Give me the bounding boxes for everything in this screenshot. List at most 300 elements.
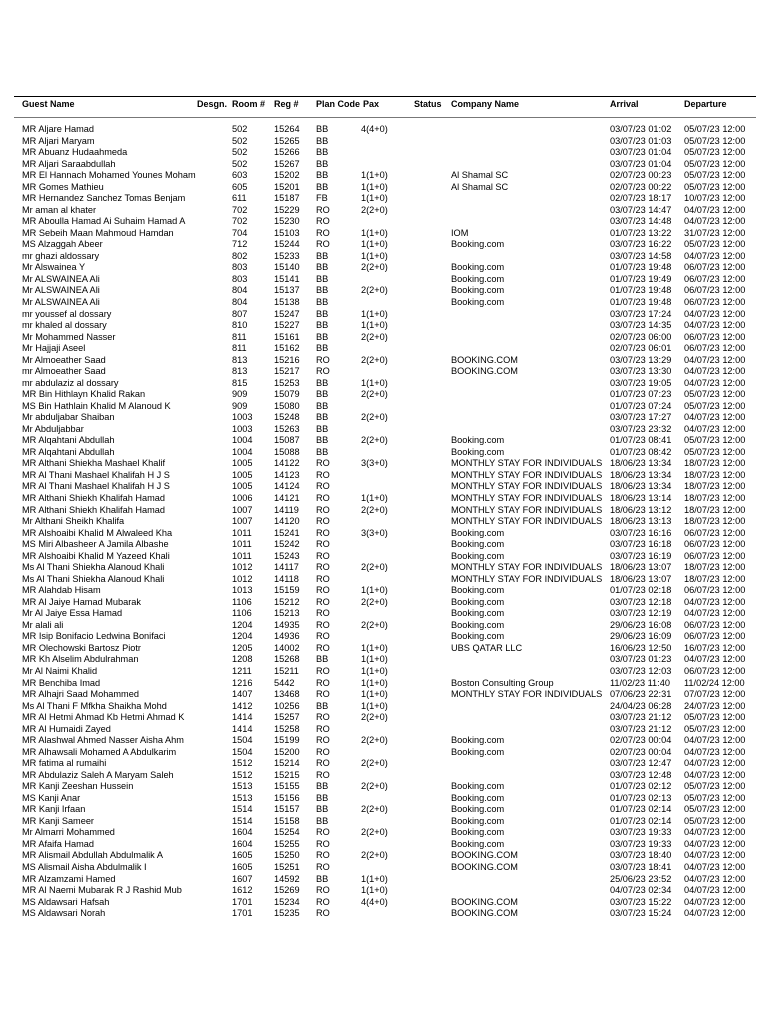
guest-name-cell: MR Aljare Hamad <box>22 124 94 134</box>
arrival-cell: 03/07/23 17:27 <box>610 412 672 423</box>
departure-cell: 04/07/23 12:00 <box>684 412 746 423</box>
room-cell: 810 <box>232 320 248 331</box>
reg-cell: 15201 <box>274 181 300 192</box>
room-cell: 502 <box>232 135 248 146</box>
table-row <box>14 228 756 240</box>
plan-code-cell: BB <box>316 158 329 169</box>
room-cell: 909 <box>232 400 248 411</box>
room-cell: 1004 <box>232 435 253 446</box>
company-cell: Al Shamal SC <box>451 181 509 192</box>
table-row <box>14 620 756 632</box>
plan-code-cell: BB <box>316 815 329 826</box>
company-cell: Boston Consulting Group <box>451 677 554 688</box>
arrival-cell: 01/07/23 19:48 <box>610 296 672 307</box>
plan-code-cell: BB <box>316 412 329 423</box>
pax-cell: 1(1+0) <box>361 677 388 688</box>
reg-cell: 15088 <box>274 446 300 457</box>
company-cell: Booking.com <box>451 262 505 273</box>
guest-name-cell: Mr Almarri Mohammed <box>22 827 115 838</box>
plan-code-cell: BB <box>316 873 329 884</box>
table-row <box>14 908 756 920</box>
arrival-cell: 03/07/23 19:05 <box>610 377 672 388</box>
table-row <box>14 262 756 274</box>
guest-name-cell: Mr alali ali <box>22 619 64 630</box>
plan-code-cell: RO <box>316 838 330 849</box>
pax-cell: 2(2+0) <box>361 262 388 273</box>
departure-cell: 04/07/23 12:00 <box>684 308 746 319</box>
table-row <box>14 827 756 839</box>
company-cell: UBS QATAR LLC <box>451 642 523 653</box>
reg-cell: 15244 <box>274 239 300 250</box>
table-row <box>14 804 756 816</box>
plan-code-cell: BB <box>316 331 329 342</box>
departure-cell: 05/07/23 12:00 <box>684 804 746 815</box>
guest-name-cell: MR Al Thani Mashael Khalifah H J S <box>22 469 170 480</box>
reg-cell: 15258 <box>274 723 300 734</box>
room-cell: 1007 <box>232 504 253 515</box>
pax-cell: 2(2+0) <box>361 781 388 792</box>
pax-cell: 1(1+0) <box>361 193 388 204</box>
reg-cell: 15230 <box>274 216 300 227</box>
departure-cell: 04/07/23 12:00 <box>684 354 746 365</box>
header-top-rule <box>14 96 756 97</box>
guest-name-cell: MR Kanji Sameer <box>22 815 94 826</box>
departure-cell: 05/07/23 12:00 <box>684 124 746 134</box>
departure-cell: 18/07/23 12:00 <box>684 481 746 492</box>
pax-cell: 1(1+0) <box>361 239 388 250</box>
company-cell: Al Shamal SC <box>451 170 509 181</box>
pax-cell: 1(1+0) <box>361 320 388 331</box>
guest-name-cell: MR Benchiba Imad <box>22 677 101 688</box>
arrival-cell: 02/07/23 00:04 <box>610 746 672 757</box>
guest-name-cell: MR Althani Shiekh Khalifah Hamad <box>22 504 165 515</box>
pax-cell: 1(1+0) <box>361 170 388 181</box>
room-cell: 704 <box>232 227 248 238</box>
room-cell: 1011 <box>232 527 252 538</box>
table-row <box>14 435 756 447</box>
plan-code-cell: BB <box>316 135 329 146</box>
departure-cell: 04/07/23 12:00 <box>684 896 746 907</box>
departure-cell: 05/07/23 12:00 <box>684 446 746 457</box>
room-cell: 1204 <box>232 619 253 630</box>
pax-cell: 2(2+0) <box>361 354 388 365</box>
reg-cell: 15265 <box>274 135 300 146</box>
departure-cell: 04/07/23 12:00 <box>684 885 746 896</box>
guest-name-cell: MR Hernandez Sanchez Tomas Benjam <box>22 193 186 204</box>
reg-cell: 14120 <box>274 516 300 527</box>
plan-code-cell: RO <box>316 735 330 746</box>
arrival-cell: 03/07/23 15:24 <box>610 908 672 919</box>
arrival-cell: 04/07/23 02:34 <box>610 885 672 896</box>
pax-cell: 1(1+0) <box>361 181 388 192</box>
plan-code-cell: BB <box>316 147 329 158</box>
plan-code-cell: RO <box>316 827 330 838</box>
guest-name-cell: MR Sebeih Maan Mahmoud Hamdan <box>22 227 174 238</box>
reg-cell: 15255 <box>274 838 300 849</box>
reg-cell: 15254 <box>274 827 300 838</box>
company-cell: MONTHLY STAY FOR INDIVIDUALS <box>451 689 603 700</box>
table-row <box>14 205 756 217</box>
pax-cell: 2(2+0) <box>361 204 388 215</box>
pax-cell: 1(1+0) <box>361 585 388 596</box>
guest-name-cell: MR Aljari Maryam <box>22 135 95 146</box>
plan-code-cell: RO <box>316 573 330 584</box>
guest-name-cell: MR Alahdab Hisam <box>22 585 101 596</box>
guest-name-cell: MS Alzaggah Abeer <box>22 239 103 250</box>
room-cell: 802 <box>232 250 248 261</box>
table-row <box>14 412 756 424</box>
plan-code-cell: RO <box>316 908 330 919</box>
guest-name-cell: MR Althani Shiekh Khalifah Hamad <box>22 493 165 503</box>
plan-code-cell: BB <box>316 343 329 354</box>
plan-code-cell: BB <box>316 250 329 261</box>
table-row <box>14 574 756 586</box>
guest-name-cell: Ms Al Thani Shiekha Alanoud Khali <box>22 562 165 573</box>
company-cell: MONTHLY STAY FOR INDIVIDUALS <box>451 493 603 503</box>
reg-cell: 15212 <box>274 596 300 607</box>
pax-cell: 2(2+0) <box>361 804 388 815</box>
arrival-cell: 03/07/23 12:48 <box>610 769 672 780</box>
arrival-cell: 02/07/23 00:23 <box>610 170 672 181</box>
pax-cell: 1(1+0) <box>361 250 388 261</box>
table-row <box>14 747 756 759</box>
report-header <box>14 96 756 118</box>
reg-cell: 15250 <box>274 850 300 861</box>
company-cell: IOM <box>451 227 469 238</box>
arrival-cell: 29/06/23 16:09 <box>610 631 672 642</box>
arrival-cell: 01/07/23 07:24 <box>610 400 672 411</box>
plan-code-cell: FB <box>316 193 328 204</box>
guest-name-cell: MS Kanji Anar <box>22 792 81 803</box>
room-cell: 1412 <box>232 700 253 711</box>
plan-code-cell: RO <box>316 642 330 653</box>
room-cell: 605 <box>232 181 248 192</box>
arrival-cell: 18/06/23 13:34 <box>610 481 672 492</box>
reg-cell: 5442 <box>274 677 295 688</box>
table-row <box>14 320 756 332</box>
departure-cell: 05/07/23 12:00 <box>684 181 746 192</box>
departure-cell: 18/07/23 12:00 <box>684 458 746 469</box>
table-row <box>14 332 756 344</box>
company-cell: Booking.com <box>451 446 505 457</box>
company-cell: Booking.com <box>451 631 505 642</box>
departure-cell: 05/07/23 12:00 <box>684 712 746 723</box>
departure-cell: 06/07/23 12:00 <box>684 619 746 630</box>
arrival-cell: 01/07/23 19:48 <box>610 262 672 273</box>
guest-name-cell: MS Aldawsari Norah <box>22 908 106 919</box>
room-cell: 611 <box>232 193 247 204</box>
table-row <box>14 378 756 390</box>
guest-name-cell: Mr Alswainea Y <box>22 262 86 273</box>
plan-code-cell: RO <box>316 689 330 700</box>
company-cell: Booking.com <box>451 585 505 596</box>
plan-code-cell: RO <box>316 204 330 215</box>
guest-name-cell: MR Al Humaidi Zayed <box>22 723 111 734</box>
arrival-cell: 02/07/23 00:04 <box>610 735 672 746</box>
company-cell: Booking.com <box>451 804 505 815</box>
reg-cell: 15229 <box>274 204 300 215</box>
room-cell: 1012 <box>232 573 253 584</box>
guest-name-cell: MR Afaifa Hamad <box>22 838 94 849</box>
departure-cell: 06/07/23 12:00 <box>684 585 746 596</box>
departure-cell: 05/07/23 12:00 <box>684 135 746 146</box>
pax-cell: 2(2+0) <box>361 735 388 746</box>
departure-cell: 05/07/23 12:00 <box>684 400 746 411</box>
departure-cell: 04/07/23 12:00 <box>684 423 746 434</box>
plan-code-cell: BB <box>316 377 329 388</box>
guest-name-cell: MR Al Jaiye Hamad Mubarak <box>22 596 141 607</box>
guest-name-cell: MR fatima al rumaihi <box>22 758 107 769</box>
pax-cell: 2(2+0) <box>361 596 388 607</box>
table-row <box>14 562 756 574</box>
departure-cell: 05/07/23 12:00 <box>684 792 746 803</box>
company-cell: Booking.com <box>451 838 505 849</box>
departure-cell: 05/07/23 12:00 <box>684 389 746 400</box>
departure-cell: 18/07/23 12:00 <box>684 504 746 515</box>
table-row <box>14 678 756 690</box>
reg-cell: 15080 <box>274 400 300 411</box>
pax-cell: 2(2+0) <box>361 412 388 423</box>
arrival-cell: 03/07/23 14:48 <box>610 216 672 227</box>
plan-code-cell: RO <box>316 712 330 723</box>
guest-name-cell: MS Bin Hathlain Khalid M Alanoud K <box>22 400 171 411</box>
reg-cell: 15158 <box>274 815 300 826</box>
table-row <box>14 643 756 655</box>
company-cell: MONTHLY STAY FOR INDIVIDUALS <box>451 562 603 573</box>
company-cell: Booking.com <box>451 781 505 792</box>
arrival-cell: 02/07/23 06:00 <box>610 331 672 342</box>
room-cell: 1004 <box>232 446 253 457</box>
departure-cell: 18/07/23 12:00 <box>684 516 746 527</box>
room-cell: 1208 <box>232 654 253 665</box>
guest-name-cell: Mr ALSWAINEA Ali <box>22 285 100 296</box>
arrival-cell: 03/07/23 12:03 <box>610 665 672 676</box>
col-reg: Reg # <box>274 99 299 109</box>
table-row <box>14 597 756 609</box>
departure-cell: 05/07/23 12:00 <box>684 815 746 826</box>
room-cell: 1604 <box>232 827 253 838</box>
room-cell: 1512 <box>232 769 253 780</box>
guest-name-cell: MR Isip Bonifacio Ledwina Bonifaci <box>22 631 166 642</box>
arrival-cell: 03/07/23 18:41 <box>610 862 672 872</box>
company-cell: MONTHLY STAY FOR INDIVIDUALS <box>451 481 603 492</box>
room-cell: 1007 <box>232 516 253 527</box>
company-cell: Booking.com <box>451 792 505 803</box>
room-cell: 1106 <box>232 596 252 607</box>
pax-cell: 2(2+0) <box>361 504 388 515</box>
arrival-cell: 16/06/23 12:50 <box>610 642 672 653</box>
table-row <box>14 897 756 909</box>
departure-cell: 06/07/23 12:00 <box>684 539 746 550</box>
room-cell: 1407 <box>232 689 253 700</box>
company-cell: Booking.com <box>451 550 505 561</box>
reg-cell: 14124 <box>274 481 300 492</box>
arrival-cell: 02/07/23 00:22 <box>610 181 672 192</box>
guest-name-cell: Mr Al Jaiye Essa Hamad <box>22 608 123 619</box>
company-cell: MONTHLY STAY FOR INDIVIDUALS <box>451 516 603 527</box>
guest-name-cell: mr Almoeather Saad <box>22 366 106 377</box>
departure-cell: 05/07/23 12:00 <box>684 158 746 169</box>
table-row <box>14 770 756 782</box>
table-row <box>14 251 756 263</box>
pax-cell: 1(1+0) <box>361 665 388 676</box>
table-row <box>14 424 756 436</box>
departure-cell: 05/07/23 12:00 <box>684 147 746 158</box>
arrival-cell: 03/07/23 16:16 <box>610 527 672 538</box>
arrival-cell: 03/07/23 16:18 <box>610 539 672 550</box>
reg-cell: 15242 <box>274 539 300 550</box>
guest-table-body <box>14 124 756 920</box>
room-cell: 815 <box>232 377 248 388</box>
table-row <box>14 874 756 886</box>
room-cell: 811 <box>232 343 247 354</box>
plan-code-cell: RO <box>316 596 330 607</box>
reg-cell: 15079 <box>274 389 300 400</box>
plan-code-cell: RO <box>316 527 330 538</box>
reg-cell: 15138 <box>274 296 300 307</box>
arrival-cell: 03/07/23 23:32 <box>610 423 672 434</box>
room-cell: 1513 <box>232 792 253 803</box>
table-row <box>14 666 756 678</box>
reg-cell: 15266 <box>274 147 300 158</box>
arrival-cell: 03/07/23 13:30 <box>610 366 672 377</box>
reg-cell: 15216 <box>274 354 300 365</box>
plan-code-cell: BB <box>316 781 329 792</box>
company-cell: Booking.com <box>451 815 505 826</box>
guest-name-cell: MR Alqahtani Abdullah <box>22 435 115 446</box>
departure-cell: 06/07/23 12:00 <box>684 273 746 284</box>
company-cell: Booking.com <box>451 596 505 607</box>
arrival-cell: 24/04/23 06:28 <box>610 700 672 711</box>
arrival-cell: 01/07/23 08:42 <box>610 446 672 457</box>
reg-cell: 15156 <box>274 792 300 803</box>
plan-code-cell: BB <box>316 423 329 434</box>
reg-cell: 15234 <box>274 896 300 907</box>
pax-cell: 1(1+0) <box>361 493 388 503</box>
departure-cell: 11/02/24 12:00 <box>684 677 745 688</box>
room-cell: 1012 <box>232 562 253 573</box>
company-cell: BOOKING.COM <box>451 366 518 377</box>
pax-cell: 3(3+0) <box>361 527 388 538</box>
table-row <box>14 505 756 517</box>
pax-cell: 1(1+0) <box>361 642 388 653</box>
table-row <box>14 458 756 470</box>
plan-code-cell: RO <box>316 896 330 907</box>
arrival-cell: 29/06/23 16:08 <box>610 619 672 630</box>
guest-name-cell: Mr Almoeather Saad <box>22 354 106 365</box>
table-row <box>14 182 756 194</box>
guest-name-cell: MR Alshoaibi Khalid M Yazeed Khali <box>22 550 170 561</box>
pax-cell: 2(2+0) <box>361 285 388 296</box>
reg-cell: 15200 <box>274 746 300 757</box>
reg-cell: 15159 <box>274 585 300 596</box>
table-row <box>14 724 756 736</box>
reg-cell: 15141 <box>274 273 300 284</box>
guest-name-cell: MR Kh Alselim Abdulrahman <box>22 654 139 665</box>
departure-cell: 04/07/23 12:00 <box>684 654 746 665</box>
guest-name-cell: MR Alshoaibi Khalid M Alwaleed Kha <box>22 527 173 538</box>
arrival-cell: 18/06/23 13:14 <box>610 493 672 503</box>
table-row <box>14 712 756 724</box>
table-row <box>14 136 756 148</box>
plan-code-cell: BB <box>316 804 329 815</box>
arrival-cell: 18/06/23 13:34 <box>610 469 672 480</box>
table-row <box>14 551 756 563</box>
room-cell: 1106 <box>232 608 252 619</box>
departure-cell: 04/07/23 12:00 <box>684 746 746 757</box>
table-row <box>14 481 756 493</box>
room-cell: 804 <box>232 285 248 296</box>
table-row <box>14 850 756 862</box>
reg-cell: 15202 <box>274 170 300 181</box>
guest-name-cell: MR Al Hetmi Ahmad Kb Hetmi Ahmad K <box>22 712 185 723</box>
company-cell: MONTHLY STAY FOR INDIVIDUALS <box>451 469 603 480</box>
table-row <box>14 758 756 770</box>
table-row <box>14 701 756 713</box>
table-row <box>14 793 756 805</box>
guest-name-cell: MR Alashwal Ahmed Nasser Aisha Ahm <box>22 735 184 746</box>
company-cell: Booking.com <box>451 239 505 250</box>
plan-code-cell: BB <box>316 654 329 665</box>
arrival-cell: 18/06/23 13:13 <box>610 516 672 527</box>
departure-cell: 06/07/23 12:00 <box>684 550 746 561</box>
reg-cell: 14123 <box>274 469 300 480</box>
plan-code-cell: RO <box>316 758 330 769</box>
departure-cell: 06/07/23 12:00 <box>684 296 746 307</box>
reg-cell: 15257 <box>274 712 300 723</box>
reg-cell: 15217 <box>274 366 300 377</box>
arrival-cell: 01/07/23 07:23 <box>610 389 672 400</box>
reg-cell: 14122 <box>274 458 300 469</box>
company-cell: Booking.com <box>451 273 505 284</box>
guest-name-cell: mr ghazi aldossary <box>22 250 100 261</box>
departure-cell: 04/07/23 12:00 <box>684 827 746 838</box>
reg-cell: 15263 <box>274 423 300 434</box>
reg-cell: 15233 <box>274 250 300 261</box>
table-row <box>14 447 756 459</box>
plan-code-cell: RO <box>316 458 330 469</box>
departure-cell: 24/07/23 12:00 <box>684 700 746 711</box>
plan-code-cell: BB <box>316 124 329 134</box>
arrival-cell: 03/07/23 12:18 <box>610 596 672 607</box>
departure-cell: 05/07/23 12:00 <box>684 170 746 181</box>
pax-cell: 1(1+0) <box>361 308 388 319</box>
table-row <box>14 159 756 171</box>
room-cell: 1013 <box>232 585 253 596</box>
room-cell: 712 <box>232 239 248 250</box>
col-company: Company Name <box>451 99 520 109</box>
table-row <box>14 654 756 666</box>
plan-code-cell: BB <box>316 273 329 284</box>
reg-cell: 15253 <box>274 377 300 388</box>
plan-code-cell: BB <box>316 181 329 192</box>
reg-cell: 15227 <box>274 320 300 331</box>
reg-cell: 13468 <box>274 689 300 700</box>
arrival-cell: 01/07/23 19:49 <box>610 273 672 284</box>
arrival-cell: 03/07/23 16:19 <box>610 550 672 561</box>
table-row <box>14 631 756 643</box>
arrival-cell: 25/06/23 23:52 <box>610 873 672 884</box>
guest-name-cell: Mr Abduljabbar <box>22 423 84 434</box>
pax-cell: 1(1+0) <box>361 689 388 700</box>
arrival-cell: 01/07/23 19:48 <box>610 285 672 296</box>
departure-cell: 18/07/23 12:00 <box>684 573 746 584</box>
plan-code-cell: RO <box>316 550 330 561</box>
room-cell: 502 <box>232 158 248 169</box>
plan-code-cell: RO <box>316 354 330 365</box>
room-cell: 1512 <box>232 758 253 769</box>
departure-cell: 06/07/23 12:00 <box>684 285 746 296</box>
